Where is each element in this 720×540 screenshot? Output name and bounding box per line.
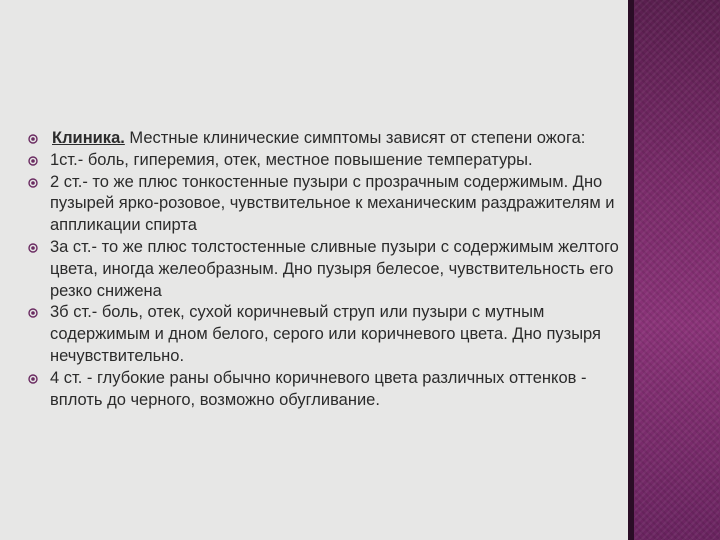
item-text: 4 ст. - глубокие раны обычно коричневого цвета различных оттенков - вплоть до черного, возможно обугливание. [50, 368, 587, 409]
circled-dot-bullet-icon [28, 134, 38, 144]
list-item [50, 368, 620, 412]
item-text: 2 ст.- то же плюс тонкостенные пузыри с прозрачным содержимым. Дно пузырей ярко-розовое, чувствительное к механическим раздражителям и аппликации спирта [50, 172, 615, 235]
list-item [50, 302, 620, 367]
circled-dot-bullet-icon [28, 374, 38, 384]
circled-dot-bullet-icon [28, 156, 38, 166]
circled-dot-bullet-icon [28, 243, 38, 253]
item-label: Клиника. [52, 129, 125, 147]
circled-dot-bullet-icon [28, 308, 38, 318]
decorative-side-band [628, 0, 720, 540]
bullet-list [50, 128, 620, 411]
item-text: 3б ст.- боль, отек, сухой коричневый струп или пузыри с мутным содержимым и дном белого, серого или коричневого цвета. Дно пузыря нечувствительно. [50, 303, 601, 365]
list-item [50, 150, 620, 172]
item-text: 1ст.- боль, гиперемия, отек, местное повышение температуры. [50, 150, 533, 169]
circled-dot-bullet-icon [28, 178, 38, 188]
list-item [50, 237, 620, 302]
list-item [50, 172, 620, 237]
item-text: Местные клинические симптомы зависят от степени ожога: [124, 129, 586, 147]
list-item-text-wrap [50, 128, 620, 150]
item-text: 3а ст.- то же плюс толстостенные сливные пузыри с содержимым желтого цвета, иногда желеобразным. Дно пузыря белесое, чувствительность его резко снижена [50, 237, 619, 300]
side-band-texture [634, 0, 720, 540]
list-item [50, 128, 620, 150]
